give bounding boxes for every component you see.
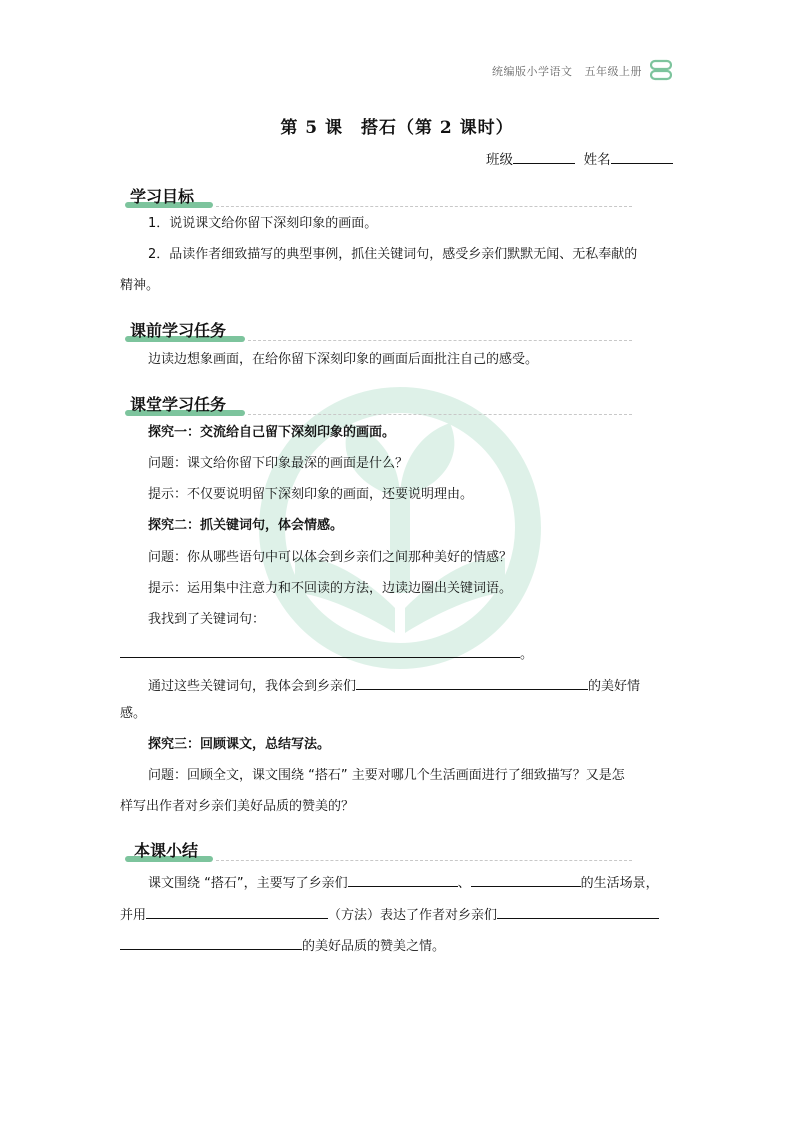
summary-text-a: 课文围绕 “搭石”，主要写了乡亲们 [148, 876, 348, 891]
summary-text-b: 、 [457, 876, 471, 891]
through-text-a: 通过这些关键词句，我体会到乡亲们 [148, 679, 357, 694]
summary-line-3 [120, 936, 445, 953]
through-keywords-line [148, 676, 640, 693]
question-3-line1: 问题：回顾全文，课文围绕 “搭石” 主要对哪几个生活画面进行了细致描写？又是怎 [148, 768, 625, 783]
through-text-c: 感。 [120, 706, 147, 721]
feeling-answer-blank[interactable] [356, 676, 588, 690]
summary-text-f: 的美好品质的赞美之情。 [302, 939, 446, 954]
period: 。 [520, 647, 534, 662]
scene-2-blank[interactable] [471, 873, 581, 887]
found-keywords-label: 我找到了关键词句： [148, 612, 266, 627]
heading-divider [248, 414, 632, 415]
summary-line-2 [120, 905, 659, 922]
header-book-name: 统编版小学语文 [492, 65, 573, 78]
method-blank[interactable] [146, 905, 328, 919]
heading-label: 课堂学习任务 [130, 395, 227, 414]
name-blank[interactable] [611, 149, 673, 164]
header-grade: 五年级上册 [584, 65, 642, 78]
tip-2: 提示：运用集中注意力和不回读的方法，边读边圈出关键词语。 [148, 581, 513, 596]
goal-item-2-line1: 2．品读作者细致描写的典型事例，抓住关键词句，感受乡亲们默默无闻、无私奉献的 [148, 247, 638, 262]
question-2: 问题：你从哪些语句中可以体会到乡亲们之间那种美好的情感？ [148, 550, 513, 565]
question-1: 问题：课文给你留下印象最深的画面是什么？ [148, 456, 409, 471]
summary-text-c: 的生活场景， [580, 876, 659, 891]
heading-label: 学习目标 [130, 187, 195, 206]
through-text-b: 的美好情 [588, 679, 641, 694]
summary-text-d: 并用 [120, 908, 147, 923]
header-book-info [492, 63, 642, 79]
keywords-answer-blank[interactable] [120, 644, 520, 658]
section-heading-summary [120, 838, 632, 868]
summary-line-1 [148, 873, 659, 890]
heading-divider [216, 206, 632, 207]
quality-blank-part1[interactable] [497, 905, 659, 919]
explore-3-title: 探究三：回顾课文，总结写法。 [148, 737, 331, 752]
tip-1: 提示：不仅要说明留下深刻印象的画面，还要说明理由。 [148, 487, 474, 502]
section-heading-pre [120, 318, 632, 348]
summary-text-e: （方法）表达了作者对乡亲们 [328, 908, 498, 923]
heading-label: 课前学习任务 [130, 321, 227, 340]
section-heading-goals [120, 184, 632, 214]
explore-1-title: 探究一：交流给自己留下深刻印象的画面。 [148, 425, 396, 440]
scene-1-blank[interactable] [348, 873, 458, 887]
class-name-line [486, 148, 673, 168]
section-heading-class [120, 392, 632, 422]
name-label: 姓名 [583, 152, 611, 168]
goal-item-2-line2: 精神。 [120, 278, 160, 293]
found-keywords-line [120, 644, 533, 661]
pre-task-text: 边读边想象画面，在给你留下深刻印象的画面后面批注自己的感受。 [148, 352, 539, 367]
explore-2-title: 探究二：抓关键词句，体会情感。 [148, 518, 344, 533]
class-label: 班级 [486, 152, 513, 168]
book-logo-icon [650, 59, 672, 81]
heading-divider [248, 340, 632, 341]
heading-label: 本课小结 [134, 841, 199, 860]
heading-divider [216, 860, 632, 861]
question-3-line2: 样写出作者对乡亲们美好品质的赞美的？ [120, 799, 355, 814]
goal-item-1: 1．说说课文给你留下深刻印象的画面。 [148, 216, 378, 231]
class-blank[interactable] [513, 149, 575, 164]
lesson-title: 第 5 课 搭石（第 2 课时） [280, 118, 514, 138]
quality-blank-part2[interactable] [120, 936, 302, 950]
